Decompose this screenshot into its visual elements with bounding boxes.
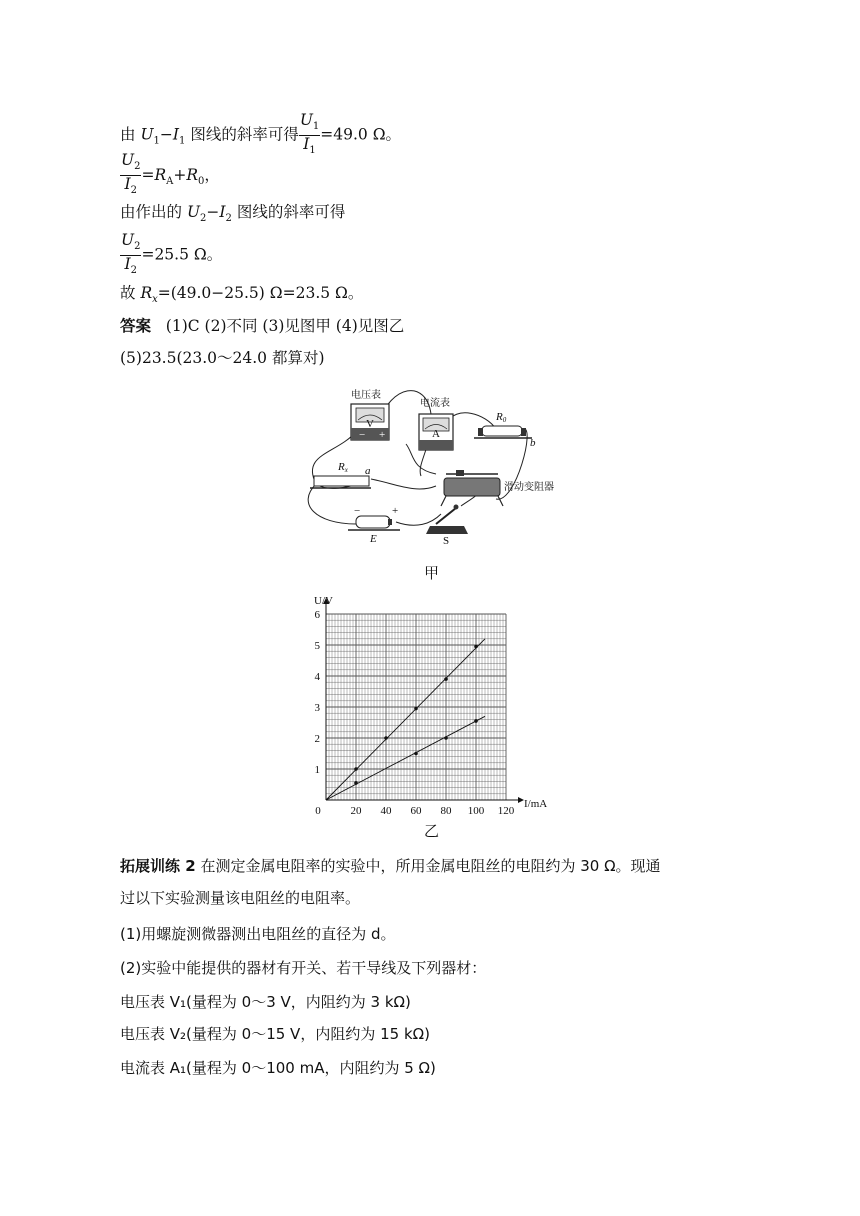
exercise-step-1: (1)用螺旋测微器测出电阻丝的直径为 d。 <box>120 925 396 943</box>
svg-text:−: − <box>354 505 361 517</box>
rheostat <box>441 470 503 506</box>
battery <box>348 516 400 530</box>
solution-line-5: 故 $R_x=(49.0-25.5)$ Ω=23.5 Ω。 <box>120 284 364 306</box>
x-tick-label: 60 <box>410 805 422 817</box>
solution-line-3: 由作出的 $U_2-I_2$ 图线的斜率可得 <box>120 203 346 225</box>
y-tick-label: 5 <box>314 640 320 652</box>
answer-line-1 <box>120 316 404 336</box>
data-point <box>354 767 358 771</box>
figure-a-caption: 甲 <box>424 564 440 582</box>
answer-items: (1)C (2)不同 (3)见图甲 (4)见图乙 <box>165 317 405 335</box>
point-a-label: a <box>365 465 371 477</box>
exercise-step-2: (2)实验中能提供的器材有开关、若干导线及下列器材： <box>120 959 487 977</box>
answer-label: 答案 <box>120 317 152 335</box>
rx-label: Rx <box>338 461 348 474</box>
x-tick-label: 80 <box>440 805 452 817</box>
battery-label: E <box>370 533 377 544</box>
solution-line-2: $\frac{U_2}{I_2}$ $=R_A+R_0$， <box>121 151 220 197</box>
x-tick-label: 40 <box>380 805 392 817</box>
voltmeter-label: 电压表 <box>351 390 381 401</box>
y-tick-label: 3 <box>314 702 320 714</box>
switch <box>426 505 468 535</box>
voltmeter <box>351 404 389 441</box>
data-point <box>444 677 448 681</box>
resistor-rx <box>310 476 371 488</box>
y-tick-label: 2 <box>314 733 320 745</box>
exercise-label: 拓展训练 2 <box>120 857 196 875</box>
answer-line-2: (5)23.5(23.0～24.0 都算对) <box>120 349 325 367</box>
x-axis-label: I/mA <box>524 798 548 810</box>
equipment-item: 电压表 V₁(量程为 0～3 V，内阻约为 3 kΩ) <box>120 993 411 1011</box>
wire <box>308 484 356 524</box>
figure-b-caption: 乙 <box>424 822 440 840</box>
x-tick-label: 20 <box>350 805 362 817</box>
svg-text:+: + <box>392 505 399 517</box>
y-tick-label: 6 <box>314 609 320 621</box>
point-b-label: b <box>530 437 536 449</box>
ammeter <box>419 414 453 450</box>
solution-line-4: $\frac{U_2}{I_2}$ =25.5 Ω。 <box>121 231 223 277</box>
voltmeter-symbol: V <box>366 418 374 430</box>
exercise-line-1: 拓展训练 2 在测定金属电阻率的实验中，所用金属电阻丝的电阻约为 30 Ω。现通 <box>120 857 661 875</box>
switch-label: S <box>443 535 450 544</box>
exercise-line-2: 过以下实验测量该电阻丝的电阻率。 <box>120 889 361 907</box>
y-axis-label: U/V <box>314 595 333 607</box>
x-tick-label: 120 <box>497 805 515 817</box>
equipment-item: 电流表 A₁(量程为 0～100 mA，内阻约为 5 Ω) <box>120 1059 436 1077</box>
data-point <box>474 645 478 649</box>
rheostat-label: 滑动变阻器 <box>504 482 554 493</box>
fraction-u1-i1: $\frac{U_1}{I_1}$ <box>299 111 320 157</box>
svg-text:+: + <box>379 429 386 441</box>
wire <box>396 514 441 525</box>
circuit-diagram <box>296 384 564 544</box>
resistor-r0 <box>474 426 532 438</box>
y-tick-label: 4 <box>314 671 320 683</box>
data-point <box>444 736 448 740</box>
ui-graph <box>310 592 570 822</box>
data-point <box>474 719 478 723</box>
ammeter-symbol: A <box>432 428 440 440</box>
wire <box>371 479 436 489</box>
svg-text:−: − <box>359 429 366 441</box>
y-tick-label: 1 <box>314 764 320 776</box>
data-point <box>414 707 418 711</box>
data-point <box>414 752 418 756</box>
equipment-item: 电压表 V₂(量程为 0～15 V，内阻约为 15 kΩ) <box>120 1025 430 1043</box>
data-point <box>384 736 388 740</box>
r0-label: R0 <box>496 411 507 424</box>
x-tick-label: 100 <box>467 805 485 817</box>
solution-line-1: 由 $U_1-I_1$ 图线的斜率可得 $\frac{U_1}{I_1}$ =49.0 Ω。 <box>120 112 401 159</box>
x-tick-label: 0 <box>315 805 321 817</box>
data-point <box>354 781 358 785</box>
ammeter-label: 电流表 <box>420 398 450 409</box>
